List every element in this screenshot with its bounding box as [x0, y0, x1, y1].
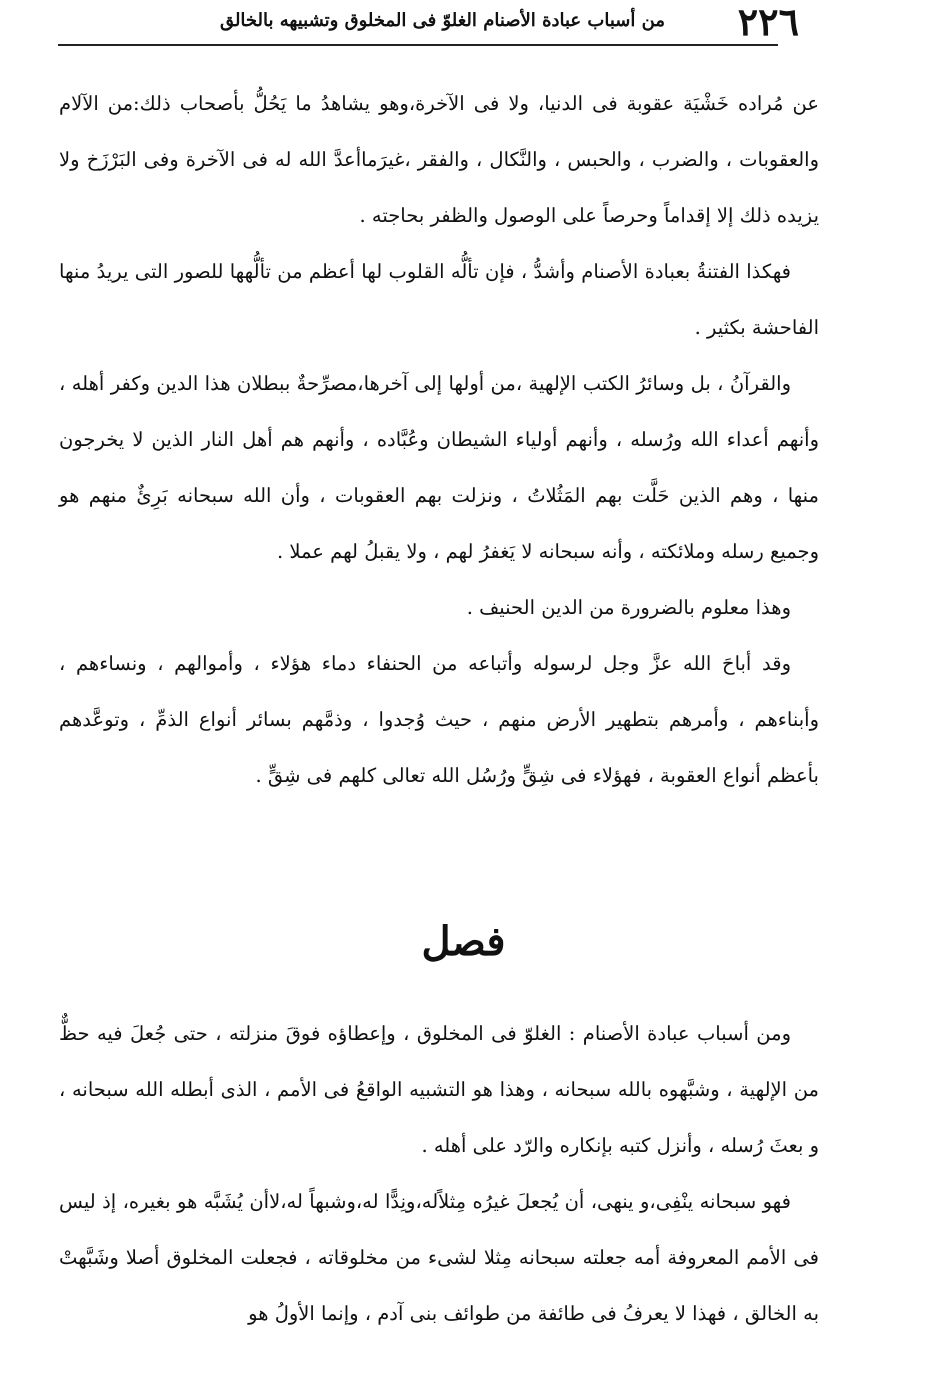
paragraph: ومن أسباب عبادة الأصنام : الغلوّ فى المخلوق ، وإعطاؤه فوقَ منزلته ، حتى جُعلَ فيه حظٌّ من الإلهية ، وشبَّهوه بالله سبحانه ، وهذا هو التشبيه الواقعُ فى الأمم ، الذى أبطله الله سبحانه ، و بعثَ رُسله ، وأنزل كتبه بإنكاره والرّد على أهله .	[59, 1022, 819, 1157]
header-rule	[58, 44, 778, 46]
paragraph: عن مُراده خَشْيَة عقوبة فى الدنيا، ولا فى الآخرة،وهو يشاهدُ ما يَحُلُّ بأصحاب ذلك:من الآلام والعقوبات ، والضرب ، والحبس ، والنَّكال ، والفقر ،غيرَماأعدَّ الله له فى الآخرة وفى البَرْزَخ ولا يزيده ذلك إلا إقداماً وحرصاً على الوصول والظفر بحاجته .	[59, 92, 819, 227]
page-number: ٢٢٦	[737, 0, 799, 44]
section-heading-block	[0, 902, 927, 982]
running-title: من أسباب عبادة الأصنام الغلوّ فى المخلوق وتشبيهه بالخالق	[219, 10, 665, 31]
section-two-text	[59, 1006, 819, 1342]
paragraph: والقرآنُ ، بل وسائرُ الكتب الإلهية ،من أولها إلى آخرها،مصرِّحةٌ ببطلان هذا الدين وكفر أهله ، وأنهم أعداء الله ورُسله ، وأنهم أولياء الشيطان وعُبَّاده ، وأنهم هم أهل النار الذين لا يخرجون منها ، وهم الذين حَلَّت بهم المَثُلاتُ ، ونزلت بهم العقوبات ، وأن الله سبحانه بَرِئٌ منهم هو وجميع رسله وملائكته ، وأنه سبحانه لا يَغفرُ لهم ، ولا يقبلُ لهم عملا .	[59, 372, 819, 563]
paragraph: فهكذا الفتنةُ بعبادة الأصنام وأشدُّ ، فإن تألُّه القلوب لها أعظم من تألُّهها للصور التى يريدُ منها الفاحشة بكثير .	[59, 260, 819, 339]
paragraph: فهو سبحانه ينْفِى،و ينهى، أن يُجعلَ غيرُه مِثلاًله،ونِدًّا له،وشبهاً له،لاأن يُشَبَّه هو بغيره، إذ ليس فى الأمم المعروفة أمه جعلته سبحانه مِثلا لشىء من مخلوقاته ، فجعلت المخلوق أصلا وشَبَّهتْ به الخالق ، فهذا لا يعرفُ فى طائفة من طوائف بنى آدم ، وإنما الأولُ هو	[59, 1190, 819, 1325]
paragraph: وهذا معلوم بالضرورة من الدين الحنيف .	[466, 596, 791, 619]
section-one-text	[59, 76, 819, 804]
section-heading: فصل	[421, 918, 506, 965]
paragraph: وقد أباحَ الله عزَّ وجل لرسوله وأتباعه من الحنفاء دماء هؤلاء ، وأموالهم ، ونساءهم ، وأبناءهم ، وأمرهم بتطهير الأرض منهم ، حيث وُجدوا ، وذمَّهم بسائر أنواع الذمِّ ، وتوعَّدهم بأعظم أنواع العقوبة ، فهؤلاء فى شِقٍّ ورُسُل الله تعالى كلهم فى شِقٍّ .	[59, 652, 819, 787]
